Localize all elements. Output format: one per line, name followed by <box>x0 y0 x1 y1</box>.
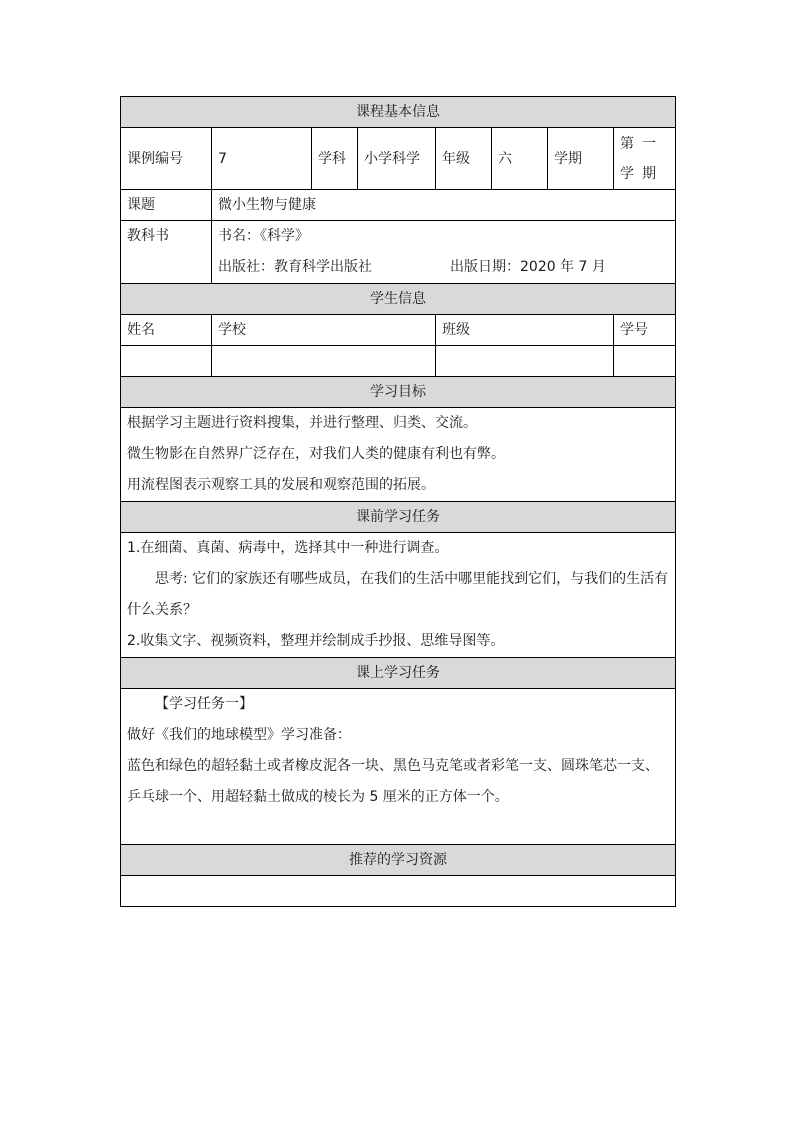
materials-list: 蓝色和绿色的超轻黏土或者橡皮泥各一块、黑色马克笔或者彩笔一支、圆珠笔芯一支、乒乓球一个、用超轻黏土做成的棱长为 5 厘米的正方体一个。 <box>127 758 659 805</box>
pre-task-1: 1.在细菌、真菌、病毒中，选择其中一种进行调查。 <box>127 540 449 556</box>
textbook-label: 教科书 <box>121 221 212 284</box>
grade-label: 年级 <box>436 128 492 190</box>
subject-label: 学科 <box>312 128 358 190</box>
section-in-class: 课上学习任务 <box>121 658 676 689</box>
pre-class-tasks <box>121 533 676 658</box>
topic-label: 课题 <box>121 190 212 221</box>
grade-value: 六 <box>492 128 548 190</box>
topic-value: 微小生物与健康 <box>212 190 676 221</box>
section-pre-class: 课前学习任务 <box>121 502 676 533</box>
student-id-field[interactable] <box>614 346 676 377</box>
student-school-field[interactable] <box>212 346 436 377</box>
subject-value: 小学科学 <box>358 128 436 190</box>
student-school-label: 学校 <box>212 315 436 346</box>
goal-item: 根据学习主题进行资料搜集，并进行整理、归类、交流。 <box>127 415 477 431</box>
book-name: 书名：《科学》 <box>218 228 309 244</box>
student-id-label: 学号 <box>614 315 676 346</box>
textbook-info <box>212 221 676 284</box>
goals-list <box>121 408 676 502</box>
section-student-info: 学生信息 <box>121 284 676 315</box>
term-label: 学期 <box>548 128 614 190</box>
term-value: 第一学期 <box>614 128 676 190</box>
section-resources: 推荐的学习资源 <box>121 845 676 876</box>
task-one-title: 【学习任务一】 <box>155 696 253 712</box>
student-class-label: 班级 <box>436 315 614 346</box>
in-class-tasks <box>121 689 676 845</box>
goal-item: 微生物影在自然界广泛存在，对我们人类的健康有利也有弊。 <box>127 446 505 462</box>
publisher: 出版社：教育科学出版社 <box>218 259 372 275</box>
prep-title: 做好《我们的地球模型》学习准备： <box>127 727 351 743</box>
section-goals: 学习目标 <box>121 377 676 408</box>
student-class-field[interactable] <box>436 346 614 377</box>
goal-item: 用流程图表示观察工具的发展和观察范围的拓展。 <box>127 477 435 493</box>
course-sheet <box>120 96 675 907</box>
course-table <box>120 96 676 907</box>
case-no-value: 7 <box>212 128 312 190</box>
pre-task-think: 思考: 它们的家族还有哪些成员，在我们的生活中哪里能找到它们，与我们的生活有什么关系？ <box>127 571 669 618</box>
pre-task-2: 2.收集文字、视频资料，整理并绘制成手抄报、思维导图等。 <box>127 633 505 649</box>
section-basic-info: 课程基本信息 <box>121 97 676 128</box>
publish-date: 出版日期：2020 年 7 月 <box>450 259 606 275</box>
student-name-label: 姓名 <box>121 315 212 346</box>
resources-field[interactable] <box>121 876 676 907</box>
case-no-label: 课例编号 <box>121 128 212 190</box>
student-name-field[interactable] <box>121 346 212 377</box>
